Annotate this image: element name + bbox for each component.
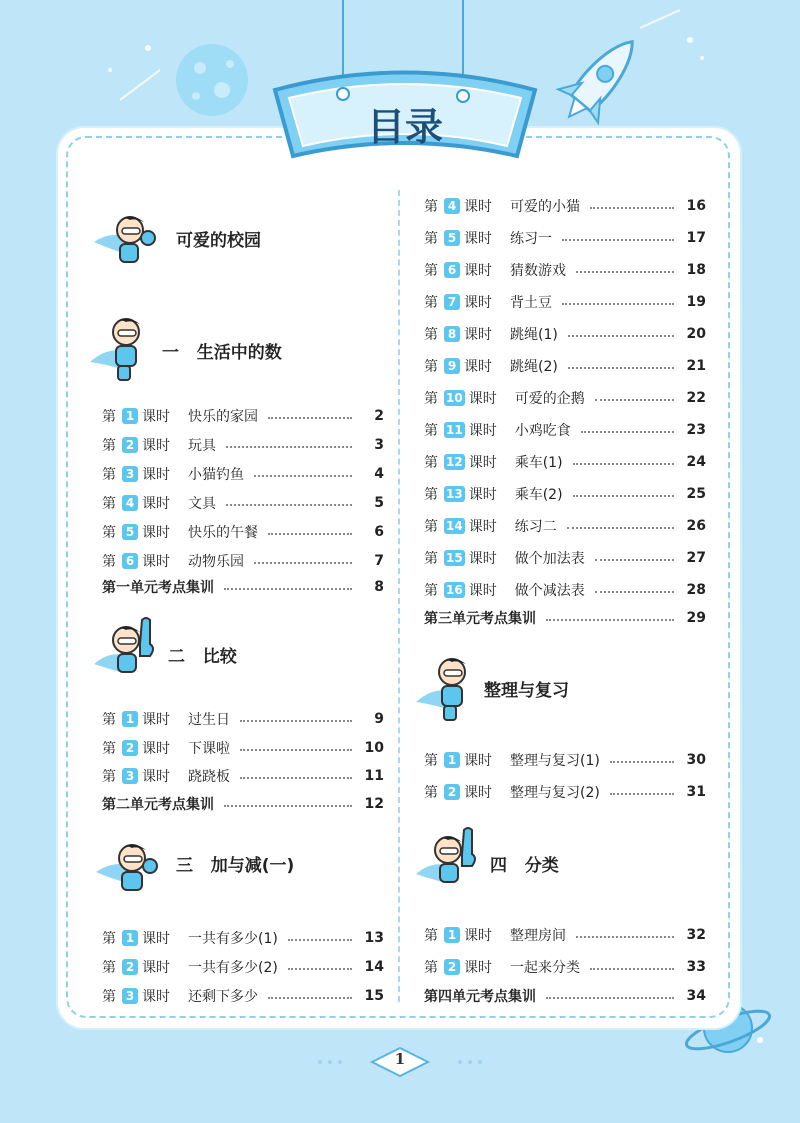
lesson-title: 一起来分类: [510, 960, 580, 976]
lesson-prefix: 第: [424, 231, 438, 247]
lesson-prefix: 第: [424, 423, 438, 439]
summary-title: 第一单元考点集训: [102, 580, 214, 596]
lesson-page: 22: [686, 390, 706, 406]
lesson-suffix: 课时: [464, 263, 492, 279]
mascot-icon: [92, 614, 162, 688]
leader-dots: [590, 207, 674, 209]
lesson-title: 动物乐园: [188, 554, 244, 570]
lesson-number: 13: [446, 487, 463, 501]
toc-row[interactable]: [424, 514, 706, 538]
lesson-suffix: 课时: [142, 960, 170, 976]
lesson-page: 10: [364, 739, 384, 756]
lesson-number: 16: [446, 583, 463, 597]
title-banner: [255, 60, 555, 170]
lesson-page: 30: [686, 752, 706, 768]
page-number: 1: [394, 1050, 406, 1068]
lesson-prefix: 第: [102, 769, 116, 785]
lesson-title: 整理与复习(2): [510, 785, 600, 801]
lesson-title: 整理与复习(1): [510, 753, 600, 769]
lesson-page: 9: [374, 711, 384, 727]
lesson-title: 跷跷板: [188, 769, 230, 785]
lesson-number: 15: [446, 551, 463, 565]
toc-row[interactable]: [102, 462, 384, 486]
toc-row[interactable]: [424, 194, 706, 218]
leader-dots: [576, 936, 674, 938]
lesson-suffix: 课时: [468, 423, 497, 439]
lesson-number: 2: [122, 959, 138, 975]
lesson-suffix: 课时: [468, 391, 497, 407]
lesson-number: 2: [122, 740, 138, 756]
unit-heading-campus: 可爱的校园: [176, 231, 261, 251]
leader-dots: [590, 968, 674, 970]
lesson-number: 1: [444, 927, 460, 943]
lesson-prefix: 第: [424, 519, 438, 535]
toc-summary-row[interactable]: [424, 606, 706, 630]
lesson-number: 7: [444, 294, 460, 310]
lesson-title: 跳绳(2): [510, 359, 558, 375]
toc-row[interactable]: [424, 418, 706, 442]
lesson-prefix: 第: [424, 327, 438, 343]
lesson-suffix: 课时: [142, 467, 170, 483]
lesson-number: 1: [444, 752, 460, 768]
lesson-prefix: 第: [424, 960, 438, 976]
lesson-suffix: 课时: [468, 455, 497, 471]
lesson-page: 14: [364, 959, 384, 975]
lesson-suffix: 课时: [142, 525, 170, 541]
leader-dots: [254, 475, 352, 477]
lesson-page: 21: [686, 358, 706, 374]
lesson-number: 2: [122, 437, 138, 453]
lesson-number: 10: [446, 391, 463, 405]
toc-row[interactable]: [424, 450, 706, 474]
leader-dots: [224, 805, 352, 807]
leader-dots: [546, 997, 674, 999]
lesson-prefix: 第: [102, 931, 116, 947]
mascot-icon: [414, 652, 480, 724]
lesson-title: 乘车(2): [514, 487, 563, 503]
lesson-prefix: 第: [102, 438, 116, 454]
toc-row[interactable]: [424, 226, 706, 250]
lesson-page: 27: [686, 550, 706, 566]
leader-dots: [268, 533, 352, 535]
toc-row[interactable]: [102, 549, 384, 573]
mascot-icon: [90, 208, 156, 268]
summary-title: 第二单元考点集训: [102, 797, 214, 813]
rocket-icon: [549, 25, 652, 133]
toc-summary-row[interactable]: [424, 984, 706, 1008]
leader-dots: [240, 777, 352, 779]
toc-row[interactable]: [102, 707, 384, 731]
summary-title: 第四单元考点集训: [424, 989, 536, 1005]
lesson-page: 18: [686, 262, 706, 278]
lesson-prefix: 第: [424, 753, 438, 769]
lesson-suffix: 课时: [142, 769, 170, 785]
lesson-prefix: 第: [424, 785, 438, 801]
leader-dots: [546, 619, 674, 621]
toc-row[interactable]: [102, 520, 384, 544]
lesson-suffix: 课时: [142, 438, 170, 454]
lesson-page: 24: [686, 454, 706, 470]
lesson-suffix: 课时: [464, 231, 492, 247]
lesson-title: 快乐的家园: [188, 409, 258, 425]
leader-dots: [576, 271, 674, 273]
lesson-suffix: 课时: [142, 712, 170, 728]
lesson-page: 16: [686, 198, 706, 214]
lesson-page: 20: [686, 326, 706, 342]
leader-dots: [568, 335, 674, 337]
lesson-page: 31: [686, 784, 706, 800]
leader-dots: [254, 562, 352, 564]
planet-icon: [176, 44, 248, 116]
lesson-suffix: 课时: [468, 551, 497, 567]
lesson-page: 23: [686, 422, 706, 438]
lesson-title: 跳绳(1): [510, 327, 558, 343]
lesson-number: 6: [122, 553, 138, 569]
lesson-suffix: 课时: [142, 740, 170, 757]
lesson-number: 12: [446, 455, 463, 469]
lesson-page: 26: [686, 518, 706, 534]
lesson-prefix: 第: [102, 740, 116, 757]
lesson-prefix: 第: [102, 989, 116, 1005]
lesson-prefix: 第: [424, 487, 438, 503]
mascot-icon: [88, 312, 154, 384]
toc-row[interactable]: [424, 354, 706, 378]
leader-dots: [610, 793, 674, 795]
mascot-icon: [94, 836, 164, 896]
leader-dots: [288, 939, 352, 941]
toc-row[interactable]: [424, 955, 706, 979]
lesson-title: 文具: [188, 496, 216, 512]
lesson-number: 1: [122, 930, 138, 946]
lesson-number: 8: [444, 326, 460, 342]
toc-row[interactable]: [102, 955, 384, 979]
leader-dots: [562, 239, 674, 241]
summary-page: 12: [364, 796, 384, 812]
lesson-page: 15: [364, 988, 384, 1004]
lesson-suffix: 课时: [464, 327, 492, 343]
toc-row[interactable]: [424, 748, 706, 772]
lesson-title: 小鸡吃食: [514, 423, 571, 439]
lesson-page: 6: [374, 524, 384, 540]
lesson-number: 5: [122, 524, 138, 540]
summary-page: 8: [374, 579, 384, 595]
lesson-suffix: 课时: [464, 928, 492, 944]
toc-summary-row[interactable]: [102, 792, 384, 816]
lesson-number: 4: [444, 198, 460, 214]
lesson-suffix: 课时: [142, 989, 170, 1005]
lesson-page: 28: [686, 582, 706, 598]
leader-dots: [268, 997, 352, 999]
lesson-page: 4: [374, 466, 384, 482]
lesson-suffix: 课时: [464, 960, 492, 976]
lesson-prefix: 第: [424, 263, 438, 279]
toc-row[interactable]: [424, 578, 706, 602]
leader-dots: [568, 367, 674, 369]
lesson-number: 2: [444, 959, 460, 975]
unit-heading-three: 三 加与减(一): [176, 856, 295, 876]
lesson-suffix: 课时: [468, 487, 497, 503]
lesson-prefix: 第: [102, 525, 116, 541]
lesson-number: 3: [122, 988, 138, 1004]
lesson-number: 1: [122, 408, 138, 424]
leader-dots: [573, 495, 674, 497]
lesson-title: 练习二: [514, 519, 557, 535]
lesson-prefix: 第: [102, 496, 116, 512]
lesson-number: 6: [444, 262, 460, 278]
lesson-title: 还剩下多少: [188, 989, 258, 1005]
leader-dots: [268, 417, 352, 419]
leader-dots: [567, 527, 674, 529]
unit-heading-one: 一 生活中的数: [162, 343, 282, 363]
lesson-suffix: 课时: [464, 785, 492, 801]
lesson-number: 9: [444, 358, 460, 374]
lesson-page: 25: [686, 486, 706, 502]
lesson-suffix: 课时: [142, 931, 170, 947]
toc-row[interactable]: [102, 433, 384, 457]
lesson-title: 做个减法表: [514, 583, 585, 599]
leader-dots: [240, 749, 352, 751]
lesson-suffix: 课时: [468, 583, 497, 599]
lesson-title: 背土豆: [510, 295, 552, 311]
lesson-prefix: 第: [102, 960, 116, 976]
lesson-page: 13: [364, 930, 384, 946]
mascot-icon: [414, 824, 484, 898]
lesson-title: 整理房间: [510, 928, 566, 944]
toc-row[interactable]: [424, 780, 706, 804]
toc-row[interactable]: [102, 736, 384, 760]
leader-dots: [573, 463, 674, 465]
leader-dots: [595, 399, 674, 401]
lesson-prefix: 第: [102, 712, 116, 728]
lesson-number: 4: [122, 495, 138, 511]
lesson-title: 可爱的企鹅: [514, 391, 585, 407]
toc-row[interactable]: [102, 404, 384, 428]
lesson-number: 14: [446, 519, 463, 533]
lesson-number: 3: [122, 768, 138, 784]
toc-row[interactable]: [424, 546, 706, 570]
lesson-page: 19: [686, 294, 706, 310]
lesson-page: 7: [374, 553, 384, 569]
lesson-title: 快乐的午餐: [188, 525, 258, 541]
lesson-page: 5: [374, 495, 384, 511]
summary-page: 34: [686, 988, 706, 1004]
lesson-number: 11: [446, 423, 463, 437]
summary-title: 第三单元考点集训: [424, 611, 536, 627]
lesson-number: 1: [122, 711, 138, 727]
lesson-title: 一共有多少(1): [188, 931, 278, 947]
lesson-prefix: 第: [102, 467, 116, 483]
toc-row[interactable]: [424, 290, 706, 314]
lesson-title: 练习一: [510, 231, 552, 247]
leader-dots: [610, 761, 674, 763]
toc-row[interactable]: [102, 984, 384, 1008]
unit-heading-four: 四 分类: [490, 856, 559, 876]
lesson-suffix: 课时: [468, 519, 497, 535]
lesson-prefix: 第: [424, 359, 438, 375]
toc-row[interactable]: [102, 926, 384, 950]
lesson-title: 小猫钓鱼: [188, 467, 244, 483]
lesson-suffix: 课时: [464, 753, 492, 769]
lesson-prefix: 第: [424, 455, 438, 471]
lesson-prefix: 第: [102, 409, 116, 425]
lesson-number: 3: [122, 466, 138, 482]
leader-dots: [562, 303, 674, 305]
toc-row[interactable]: [424, 258, 706, 282]
unit-heading-two: 二 比较: [168, 647, 237, 667]
lesson-title: 可爱的小猫: [510, 199, 580, 215]
leader-dots: [595, 559, 674, 561]
summary-page: 29: [686, 610, 706, 626]
lesson-title: 玩具: [188, 438, 216, 454]
lesson-page: 11: [364, 768, 384, 784]
lesson-suffix: 课时: [142, 554, 170, 570]
toc-row[interactable]: [424, 923, 706, 947]
toc-row[interactable]: [424, 482, 706, 506]
lesson-page: 2: [374, 408, 384, 424]
toc-summary-row[interactable]: [102, 575, 384, 599]
lesson-prefix: 第: [424, 199, 438, 215]
leader-dots: [226, 504, 352, 506]
lesson-title: 下课啦: [188, 740, 230, 757]
leader-dots: [581, 431, 674, 433]
lesson-prefix: 第: [102, 554, 116, 570]
lesson-prefix: 第: [424, 551, 438, 567]
leader-dots: [226, 446, 352, 448]
toc-row[interactable]: [102, 491, 384, 515]
toc-row[interactable]: [424, 322, 706, 346]
lesson-page: 33: [686, 959, 706, 975]
lesson-page: 32: [686, 927, 706, 943]
leader-dots: [224, 588, 352, 590]
lesson-suffix: 课时: [142, 496, 170, 512]
lesson-title: 过生日: [188, 712, 230, 728]
lesson-title: 一共有多少(2): [188, 960, 278, 976]
lesson-prefix: 第: [424, 583, 438, 599]
toc-row[interactable]: [102, 764, 384, 788]
lesson-number: 2: [444, 784, 460, 800]
lesson-title: 做个加法表: [514, 551, 585, 567]
lesson-title: 乘车(1): [514, 455, 563, 471]
leader-dots: [595, 591, 674, 593]
leader-dots: [240, 720, 352, 722]
lesson-title: 猜数游戏: [510, 263, 566, 279]
leader-dots: [288, 968, 352, 970]
column-divider: [398, 190, 400, 1002]
toc-row[interactable]: [424, 386, 706, 410]
lesson-number: 5: [444, 230, 460, 246]
lesson-suffix: 课时: [464, 295, 492, 311]
lesson-suffix: 课时: [142, 409, 170, 425]
lesson-suffix: 课时: [464, 199, 492, 215]
lesson-prefix: 第: [424, 295, 438, 311]
lesson-suffix: 课时: [464, 359, 492, 375]
lesson-page: 3: [374, 437, 384, 453]
lesson-prefix: 第: [424, 928, 438, 944]
page-title: 目录: [366, 105, 444, 149]
lesson-prefix: 第: [424, 391, 438, 407]
unit-heading-review: 整理与复习: [484, 681, 569, 701]
lesson-page: 17: [686, 230, 706, 246]
